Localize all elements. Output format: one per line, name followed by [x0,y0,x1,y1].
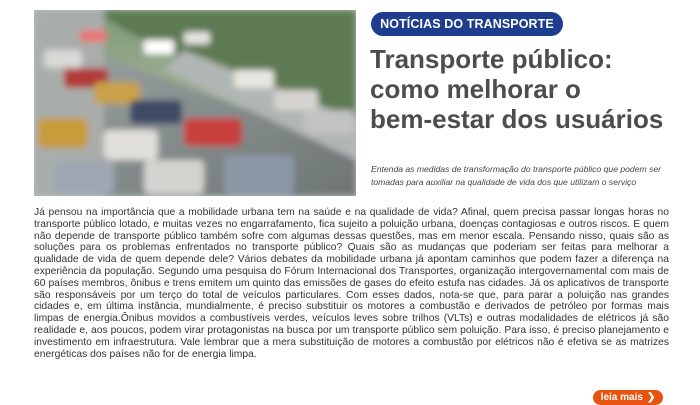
traffic-photo-image [34,10,356,196]
section-tag: NOTÍCIAS DO TRANSPORTE [371,12,563,36]
chevron-right-icon: ❯ [646,392,656,403]
read-more-button[interactable] [593,390,663,405]
article-headline [370,44,690,134]
article-body: Já pensou na importância que a mobilidade urbana tem na saúde e na qualidade de vida? Afinal, quem precisa passar longas horas no transporte público lotado, e muitas vezes no engarrafamento, fica sujeito a poluição urbana, doenças contagiosas e outros riscos. E quem não depende de transporte público também sofre com algumas dessas questões, mas em menor escala. Pensando nisso, quais são as soluções para os problemas enfrentados no transporte público? Quais são as mudanças que poderiam ser feitas para melhorar a qualidade de vida de quem depende dele? Vários debates da mobilidade urbana já apontam caminhos que podem fazer a diferença na experiência da população. Segundo uma pesquisa do Fórum Internacional dos Transportes, organização intergovernamental com mais de 60 países membros, ônibus e trens emitem um quinto das emissões de gases do efeito estufa nas cidades. Já os aplicativos de transporte são responsáveis por um terço do total de veículos particulares. Com esses dados, nota-se que, para parar a poluição nas grandes cidades e, em última instância, mundialmente, é preciso substituir os motores a combustão e derivados de petróleo por formas mais limpas de energia.Ônibus movidos a combustíveis verdes, veículos leves sobre trilhos (VLTs) e outras modalidades de elétricos já são realidade e, aos poucos, podem virar protagonistas na busca por um transporte público sem poluição. Para isso, é preciso planejamento e investimento em infraestrutura. Vale lembrar que a mera substituição de motores a combustão por elétricos não é efetiva se as matrizes energéticas dos países não for de energia limpa. [34,207,669,360]
article-subtitle: Entenda as medidas de transformação do transporte público que podem ser tomadas para auxiliar na qualidade de vida dos que utilizam o serviço [371,164,661,187]
article-photo [34,10,356,196]
read-more-label: leia mais [600,392,643,403]
headline-line-3: bem-estar dos usuários [370,104,664,134]
headline-line-1: Transporte público: [370,44,613,74]
headline-line-2: como melhorar o [370,74,581,104]
